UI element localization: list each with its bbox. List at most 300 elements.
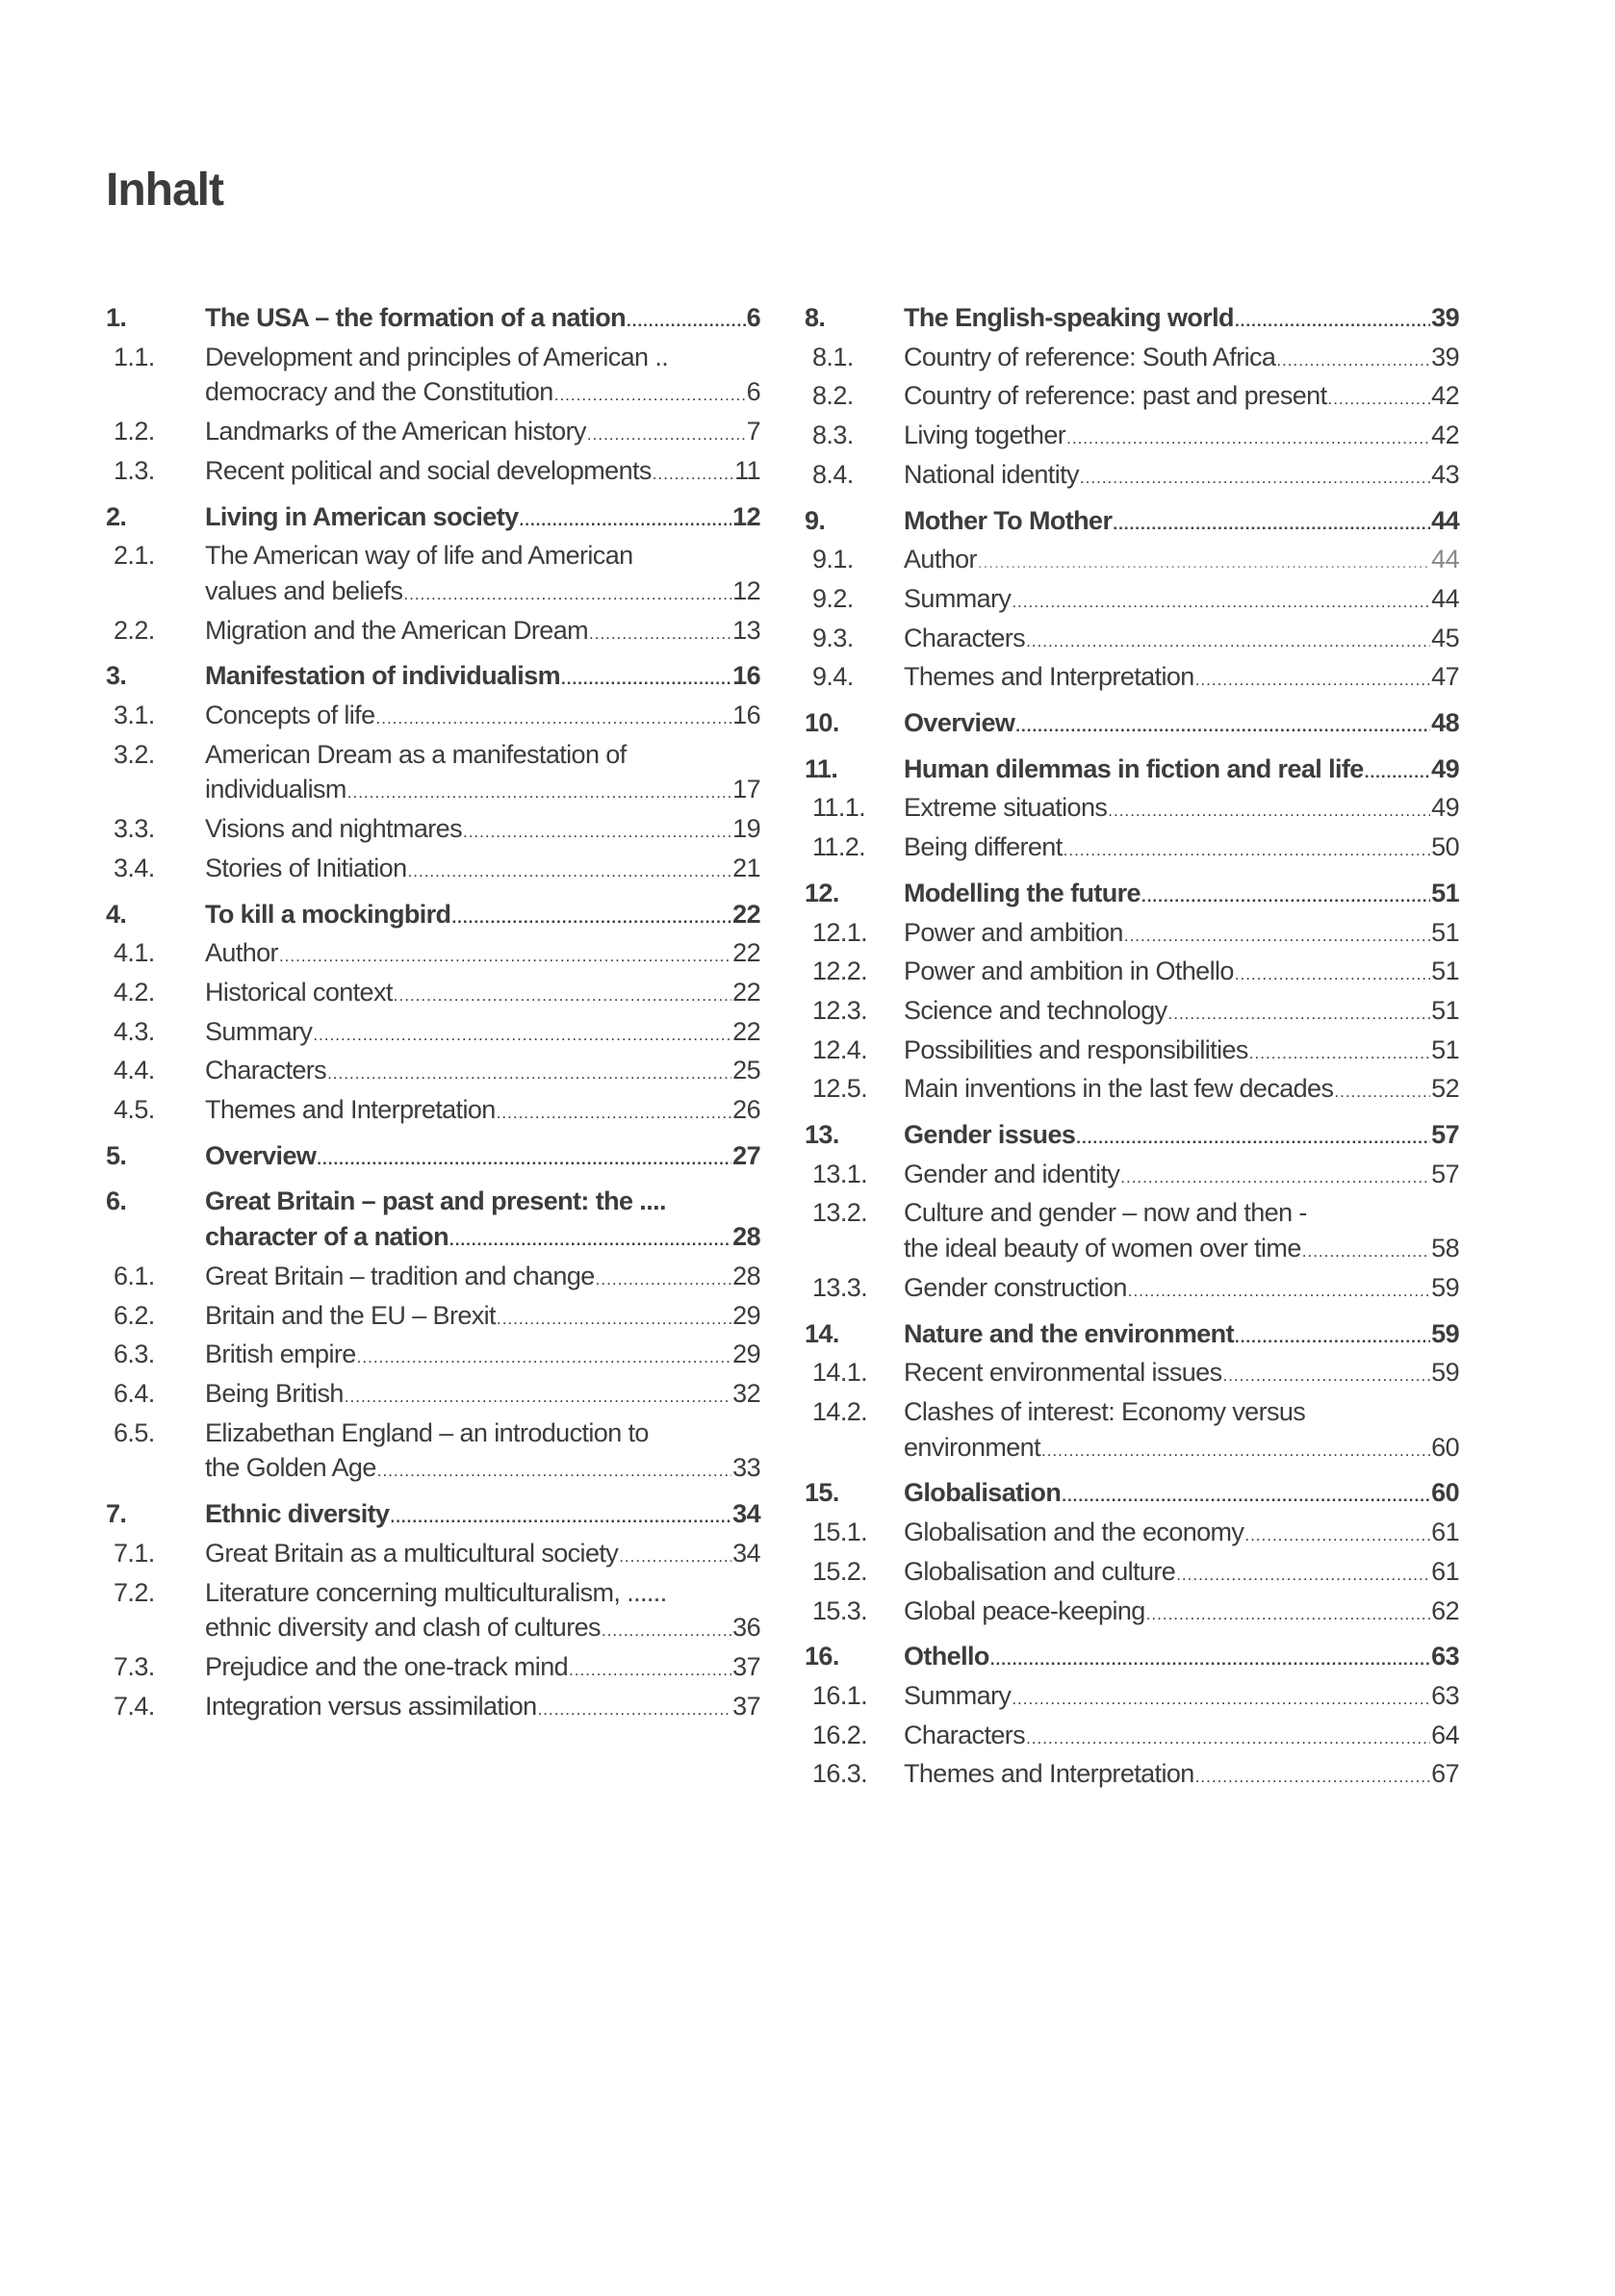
chapter-title: The English-speaking world [904,303,1234,332]
dot-leader [1128,1274,1430,1310]
entry-title-block [904,705,1459,745]
section-title: environment [904,1432,1040,1462]
entry-title-block [205,698,760,737]
toc-section-entry[interactable] [805,1678,1459,1718]
toc-section-entry[interactable] [106,975,760,1014]
chapter-title: Overview [904,708,1015,738]
entry-title-block [904,1071,1459,1110]
toc-section-entry[interactable] [805,1515,1459,1554]
toc-section-entry[interactable] [805,1033,1459,1072]
dot-leader [1146,1597,1430,1633]
chapter-title: The USA – the formation of a nation [205,303,627,332]
section-number: 6.4. [114,1378,155,1408]
page-number: 37 [732,1691,760,1721]
entry-title-line [205,1053,760,1092]
dot-leader [1064,833,1431,869]
toc-chapter-group [805,752,1459,869]
toc-section-entry[interactable] [106,414,760,453]
toc-section-entry[interactable] [805,1157,1459,1196]
page-number: 63 [1431,1680,1459,1710]
toc-chapter-group [805,1316,1459,1469]
section-number: 12.1. [812,917,868,947]
entry-title-line [205,538,760,574]
section-title: Landmarks of the American history [205,417,586,446]
entry-title-block [904,993,1459,1033]
dot-leader [1235,957,1430,993]
entry-title-block [904,954,1459,993]
section-title: Elizabethan England – an introduction to [205,1417,649,1447]
dot-leader [1124,919,1430,955]
entry-title-line [205,811,760,851]
toc-chapter-entry[interactable] [106,499,760,539]
entry-title-line [904,503,1459,543]
toc-chapter-entry[interactable] [805,300,1459,340]
chapter-number: 6. [106,1186,127,1216]
entry-title-block [205,1689,760,1728]
entry-title-line [904,915,1459,955]
section-title: British empire [205,1339,356,1369]
entry-title-block [904,1033,1459,1072]
chapter-title: Ethnic diversity [205,1499,390,1529]
page-number: 45 [1431,623,1459,652]
section-title: Recent environmental issues [904,1358,1222,1388]
entry-title-line [904,1394,1459,1430]
dot-leader [1168,997,1431,1033]
toc-section-entry[interactable] [805,1071,1459,1110]
entry-title-line [904,542,1459,581]
dot-leader [1015,709,1430,745]
page-number: 17 [732,775,760,804]
page-number: 61 [1431,1556,1459,1586]
page-number: 39 [1431,342,1459,371]
toc-chapter-group [106,1184,760,1490]
entry-title-block [205,658,760,698]
entry-title-line [904,829,1459,869]
toc-section-entry[interactable] [106,1376,760,1416]
entry-title-block [904,876,1459,915]
section-number: 1.3. [114,455,155,485]
toc-chapter-entry[interactable] [805,752,1459,791]
toc-section-entry[interactable] [805,340,1459,379]
page-number: 32 [732,1378,760,1408]
dot-leader [1120,1161,1430,1196]
section-number: 7.3. [114,1651,155,1681]
toc-section-entry[interactable] [805,542,1459,581]
dot-leader [390,1500,731,1536]
entry-title-line [205,1649,760,1689]
dot-leader [279,939,731,975]
toc-section-entry[interactable] [805,954,1459,993]
entry-title-block [904,300,1459,340]
toc-section-entry[interactable] [106,1053,760,1092]
chapter-number: 11. [805,753,838,783]
toc-section-entry[interactable] [805,1195,1459,1269]
toc-chapter-entry[interactable] [805,876,1459,915]
entry-title-line [205,897,760,936]
dot-leader [1076,1121,1430,1157]
dot-leader [1249,1036,1430,1072]
page-number: 6 [746,303,760,332]
entry-title-block [205,1496,760,1536]
toc-section-entry[interactable] [805,1554,1459,1594]
toc-chapter-entry[interactable] [106,1496,760,1536]
toc-chapter-entry[interactable] [805,1117,1459,1157]
chapter-title: Nature and the environment [904,1318,1234,1348]
entry-title-block [904,1475,1459,1515]
entry-title-line [205,499,760,539]
section-title: Themes and Interpretation [205,1095,496,1125]
page-number: 16 [732,661,760,691]
toc-section-entry[interactable] [106,1014,760,1054]
toc-chapter-entry[interactable] [805,1316,1459,1356]
toc-section-entry[interactable] [106,1092,760,1132]
entry-title-block [904,1515,1459,1554]
dot-leader [313,1018,731,1054]
toc-section-entry[interactable] [805,378,1459,418]
entry-title-block [205,1259,760,1298]
section-title: Characters [904,1720,1026,1749]
section-title: Clashes of interest: Economy versus [904,1396,1306,1426]
toc-section-entry[interactable] [106,851,760,890]
section-number: 1.2. [114,417,155,446]
page-number: 57 [1431,1159,1459,1188]
page-number: 57 [1431,1120,1459,1150]
section-title: Gender construction [904,1272,1127,1302]
dot-leader [554,378,746,414]
dot-leader [1195,663,1430,699]
toc-section-entry[interactable] [805,1270,1459,1310]
section-number: 14.1. [812,1358,868,1388]
dot-leader [377,1454,731,1490]
entry-title-line [904,1117,1459,1157]
toc-section-entry[interactable] [805,457,1459,497]
entry-title-line [904,705,1459,745]
toc-section-entry[interactable] [106,935,760,975]
section-title: Great Britain as a multicultural society [205,1538,619,1568]
section-title: Being British [205,1378,344,1408]
toc-section-entry[interactable] [106,538,760,612]
section-title: Characters [904,623,1026,652]
entry-title-block [904,542,1459,581]
dot-leader [1041,1434,1430,1469]
dot-leader [1026,625,1430,660]
entry-title-line [205,613,760,652]
entry-title-block [205,975,760,1014]
entry-title-block [904,457,1459,497]
toc-section-entry[interactable] [805,621,1459,660]
chapter-title: Modelling the future [904,878,1141,907]
entry-title-line [205,698,760,737]
toc-chapter-group [805,1475,1459,1632]
chapter-title: Manifestation of individualism [205,661,561,691]
dot-leader [394,979,731,1014]
toc-column-right [805,300,1459,1802]
dot-leader [1080,461,1430,497]
page-number: 22 [732,938,760,968]
entry-title-block [904,1316,1459,1356]
page-number: 51 [1431,1034,1459,1064]
section-title: Literature concerning multiculturalism, ...... [205,1577,667,1607]
toc-section-entry[interactable] [805,581,1459,621]
chapter-title: Mother To Mother [904,505,1113,535]
toc-section-entry[interactable] [106,1689,760,1728]
entry-title-block [904,1639,1459,1678]
entry-title-line [205,453,760,493]
chapter-title: Human dilemmas in fiction and real life [904,753,1364,783]
page-number: 34 [732,1538,760,1568]
page-number: 63 [1431,1642,1459,1671]
toc-section-entry[interactable] [106,1536,760,1575]
toc-section-entry[interactable] [805,829,1459,869]
toc-section-entry[interactable] [805,1394,1459,1468]
page-number: 44 [1431,505,1459,535]
entry-title-line [904,581,1459,621]
toc-chapter-entry[interactable] [106,300,760,340]
chapter-title: Overview [205,1140,317,1170]
entry-title-line [205,737,760,773]
section-number: 2.1. [114,541,155,571]
entry-title-block [205,1184,760,1258]
chapter-number: 2. [106,501,127,531]
entry-title-block [205,340,760,414]
entry-title-line [904,1231,1459,1270]
entry-title-line [904,378,1459,418]
entry-title-line [904,1316,1459,1356]
section-number: 11.1. [812,793,866,823]
section-title: democracy and the Constitution [205,377,553,407]
entry-title-block [904,752,1459,791]
entry-title-line [904,1594,1459,1633]
entry-title-line [904,418,1459,457]
toc-section-entry[interactable] [106,1416,760,1490]
entry-title-line [205,772,760,811]
chapter-number: 4. [106,899,127,929]
entry-title-line [205,1219,760,1259]
dot-leader [449,1223,731,1259]
toc-section-entry[interactable] [805,993,1459,1033]
entry-title-block [904,1718,1459,1757]
entry-title-line [904,1678,1459,1718]
section-number: 8.1. [812,342,854,371]
section-title: Britain and the EU – Brexit [205,1300,496,1330]
section-title: Great Britain – tradition and change [205,1261,595,1290]
entry-title-line [205,1450,760,1490]
dot-leader [1365,755,1430,791]
page-number: 19 [732,814,760,844]
section-title: Summary [904,1680,1012,1710]
toc-section-entry[interactable] [106,1575,760,1649]
entry-title-line [904,457,1459,497]
page-number: 39 [1431,303,1459,332]
toc-section-entry[interactable] [106,340,760,414]
toc-chapter-entry[interactable] [106,897,760,936]
page-number: 47 [1431,662,1459,692]
entry-title-block [205,1376,760,1416]
section-number: 15.1. [812,1518,868,1547]
entry-title-line [205,1184,760,1219]
entry-title-block [904,1756,1459,1796]
dot-leader [1327,382,1430,418]
entry-title-block [205,1053,760,1092]
entry-title-line [205,574,760,613]
toc-chapter-group [805,503,1459,700]
toc-section-entry[interactable] [106,453,760,493]
section-title: Gender and identity [904,1159,1120,1188]
section-number: 6.2. [114,1300,155,1330]
page-number: 12 [732,575,760,605]
page-number: 43 [1431,459,1459,489]
section-number: 1.1. [114,342,155,371]
entry-title-line [205,1536,760,1575]
section-title: Main inventions in the last few decades [904,1074,1334,1104]
dot-leader [990,1643,1430,1678]
section-title: Global peace-keeping [904,1595,1145,1625]
page-number: 42 [1431,381,1459,411]
page-number: 67 [1431,1759,1459,1789]
toc-section-entry[interactable] [106,1259,760,1298]
entry-title-block [904,1594,1459,1633]
section-title: Globalisation and the economy [904,1518,1244,1547]
entry-title-block [904,1157,1459,1196]
section-number: 6.1. [114,1261,155,1290]
toc-chapter-entry[interactable] [106,1184,760,1258]
toc-chapter-group [106,1138,760,1178]
page-number: 22 [732,977,760,1007]
entry-title-block [205,300,760,340]
toc-section-entry[interactable] [106,698,760,737]
entry-title-line [205,1416,760,1451]
toc-chapter-entry[interactable] [805,1639,1459,1678]
entry-title-line [904,1554,1459,1594]
dot-leader [347,776,731,811]
chapter-title: character of a nation [205,1222,449,1252]
entry-title-block [205,453,760,493]
section-number: 6.3. [114,1339,155,1369]
page-number: 62 [1431,1595,1459,1625]
section-number: 7.4. [114,1691,155,1721]
entry-title-block [205,538,760,612]
section-number: 4.5. [114,1095,155,1125]
entry-title-line [205,1259,760,1298]
chapter-number: 8. [805,303,826,332]
dot-leader [619,1540,731,1575]
toc-section-entry[interactable] [106,1649,760,1689]
chapter-number: 14. [805,1318,839,1348]
toc-section-entry[interactable] [106,737,760,811]
entry-title-block [205,1536,760,1575]
toc-section-entry[interactable] [805,418,1459,457]
toc-chapter-entry[interactable] [805,705,1459,745]
section-number: 8.2. [812,381,854,411]
dot-leader [1113,507,1430,543]
section-number: 7.2. [114,1577,155,1607]
section-number: 3.3. [114,814,155,844]
section-title: the ideal beauty of women over time [904,1234,1301,1263]
section-title: Being different [904,832,1063,862]
section-title: Culture and gender – now and then - [904,1198,1307,1228]
entry-title-line [205,975,760,1014]
toc-chapter-entry[interactable] [106,658,760,698]
toc-chapter-group [106,897,760,1132]
dot-leader [1235,304,1430,340]
entry-title-block [904,1195,1459,1269]
section-number: 11.2. [812,832,866,862]
chapter-title: Gender issues [904,1120,1076,1150]
section-title: Migration and the American Dream [205,615,588,645]
toc-chapter-group [805,876,1459,1110]
toc-section-entry[interactable] [805,1355,1459,1394]
section-number: 14.2. [812,1396,868,1426]
toc-section-entry[interactable] [106,811,760,851]
section-number: 8.4. [812,459,854,489]
entry-title-line [904,1033,1459,1072]
section-title: Characters [205,1056,327,1085]
page-number: 7 [746,417,760,446]
section-number: 4.3. [114,1016,155,1046]
toc-section-entry[interactable] [805,1594,1459,1633]
entry-title-line [904,993,1459,1033]
section-title: individualism [205,775,346,804]
section-number: 12.5. [812,1074,868,1104]
toc-section-entry[interactable] [106,1337,760,1376]
toc-section-entry[interactable] [106,1298,760,1338]
section-number: 3.1. [114,701,155,730]
toc-chapter-entry[interactable] [106,1138,760,1178]
dot-leader [1062,1479,1430,1515]
chapter-number: 15. [805,1478,839,1508]
entry-title-line [904,1430,1459,1469]
toc-chapter-entry[interactable] [805,503,1459,543]
page-number: 50 [1431,832,1459,862]
toc-section-entry[interactable] [805,790,1459,829]
entry-title-line [205,935,760,975]
section-title: Science and technology [904,995,1167,1025]
section-title: Extreme situations [904,793,1108,823]
entry-title-line [904,1195,1459,1231]
section-title: Themes and Interpretation [904,1759,1194,1789]
section-number: 16.1. [812,1680,868,1710]
section-title: Recent political and social developments [205,455,652,485]
page-number: 16 [732,701,760,730]
toc-section-entry[interactable] [805,1718,1459,1757]
section-number: 6.5. [114,1417,155,1447]
toc-section-entry[interactable] [805,915,1459,955]
chapter-number: 16. [805,1642,839,1671]
section-title: Country of reference: past and present [904,381,1327,411]
page-number: 28 [732,1261,760,1290]
toc-section-entry[interactable] [805,1756,1459,1796]
toc-column-left [106,300,760,1734]
section-title: Stories of Initiation [205,853,407,882]
toc-section-entry[interactable] [106,613,760,652]
section-title: Prejudice and the one-track mind [205,1651,569,1681]
entry-title-line [205,1610,760,1649]
entry-title-block [904,340,1459,379]
chapter-number: 9. [805,505,826,535]
toc-chapter-entry[interactable] [805,1475,1459,1515]
toc-section-entry[interactable] [805,659,1459,699]
page-number: 13 [732,615,760,645]
entry-title-block [205,1337,760,1376]
entry-title-line [205,1689,760,1728]
dot-leader [327,1057,731,1092]
section-title: Power and ambition in Othello [904,957,1234,986]
entry-title-line [205,851,760,890]
entry-title-line [904,790,1459,829]
section-number: 15.3. [812,1595,868,1625]
page-number: 44 [1431,545,1459,574]
entry-title-block [904,790,1459,829]
